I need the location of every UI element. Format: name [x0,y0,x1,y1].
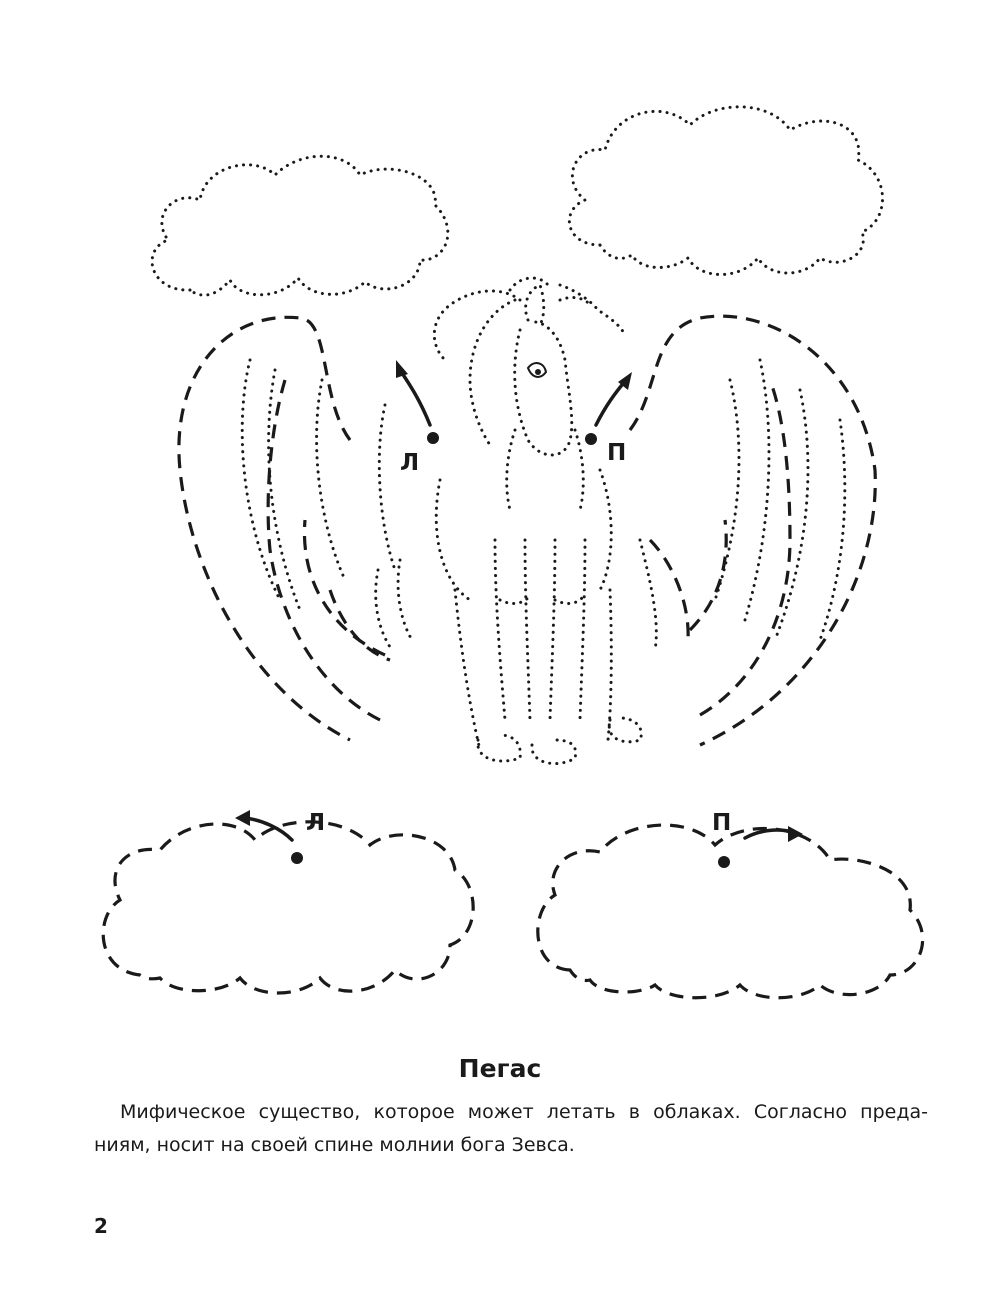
left-wing-marker-label: Л [400,450,420,476]
page-title: Пегас [458,1054,542,1083]
right-cloud-start-marker [712,810,803,868]
left-wing [179,317,390,740]
right-wing-feathers [640,360,845,650]
description-paragraph [94,1096,928,1162]
right-wing-start-marker [585,372,632,466]
right-wing [630,316,875,745]
left-wing-start-marker [396,360,439,476]
top-left-dotted-cloud [152,156,448,295]
bottom-left-dashed-cloud [103,822,473,993]
left-cloud-start-marker [235,810,325,864]
description-line-2: ниям, носит на своей спине молнии бога Зевса. [94,1134,575,1156]
right-cloud-marker-label: П [712,810,732,836]
top-right-dotted-cloud [569,107,882,275]
bottom-right-dashed-cloud [538,825,923,998]
right-wing-marker-label: П [607,440,627,466]
page-number: 2 [94,1214,108,1238]
pegasus-body [434,278,641,764]
left-cloud-marker-label: Л [306,810,326,836]
pegasus-eye [528,363,546,377]
description-line-1: Мифическое существо, которое может летать в облаках. Согласно преда- [120,1101,928,1123]
